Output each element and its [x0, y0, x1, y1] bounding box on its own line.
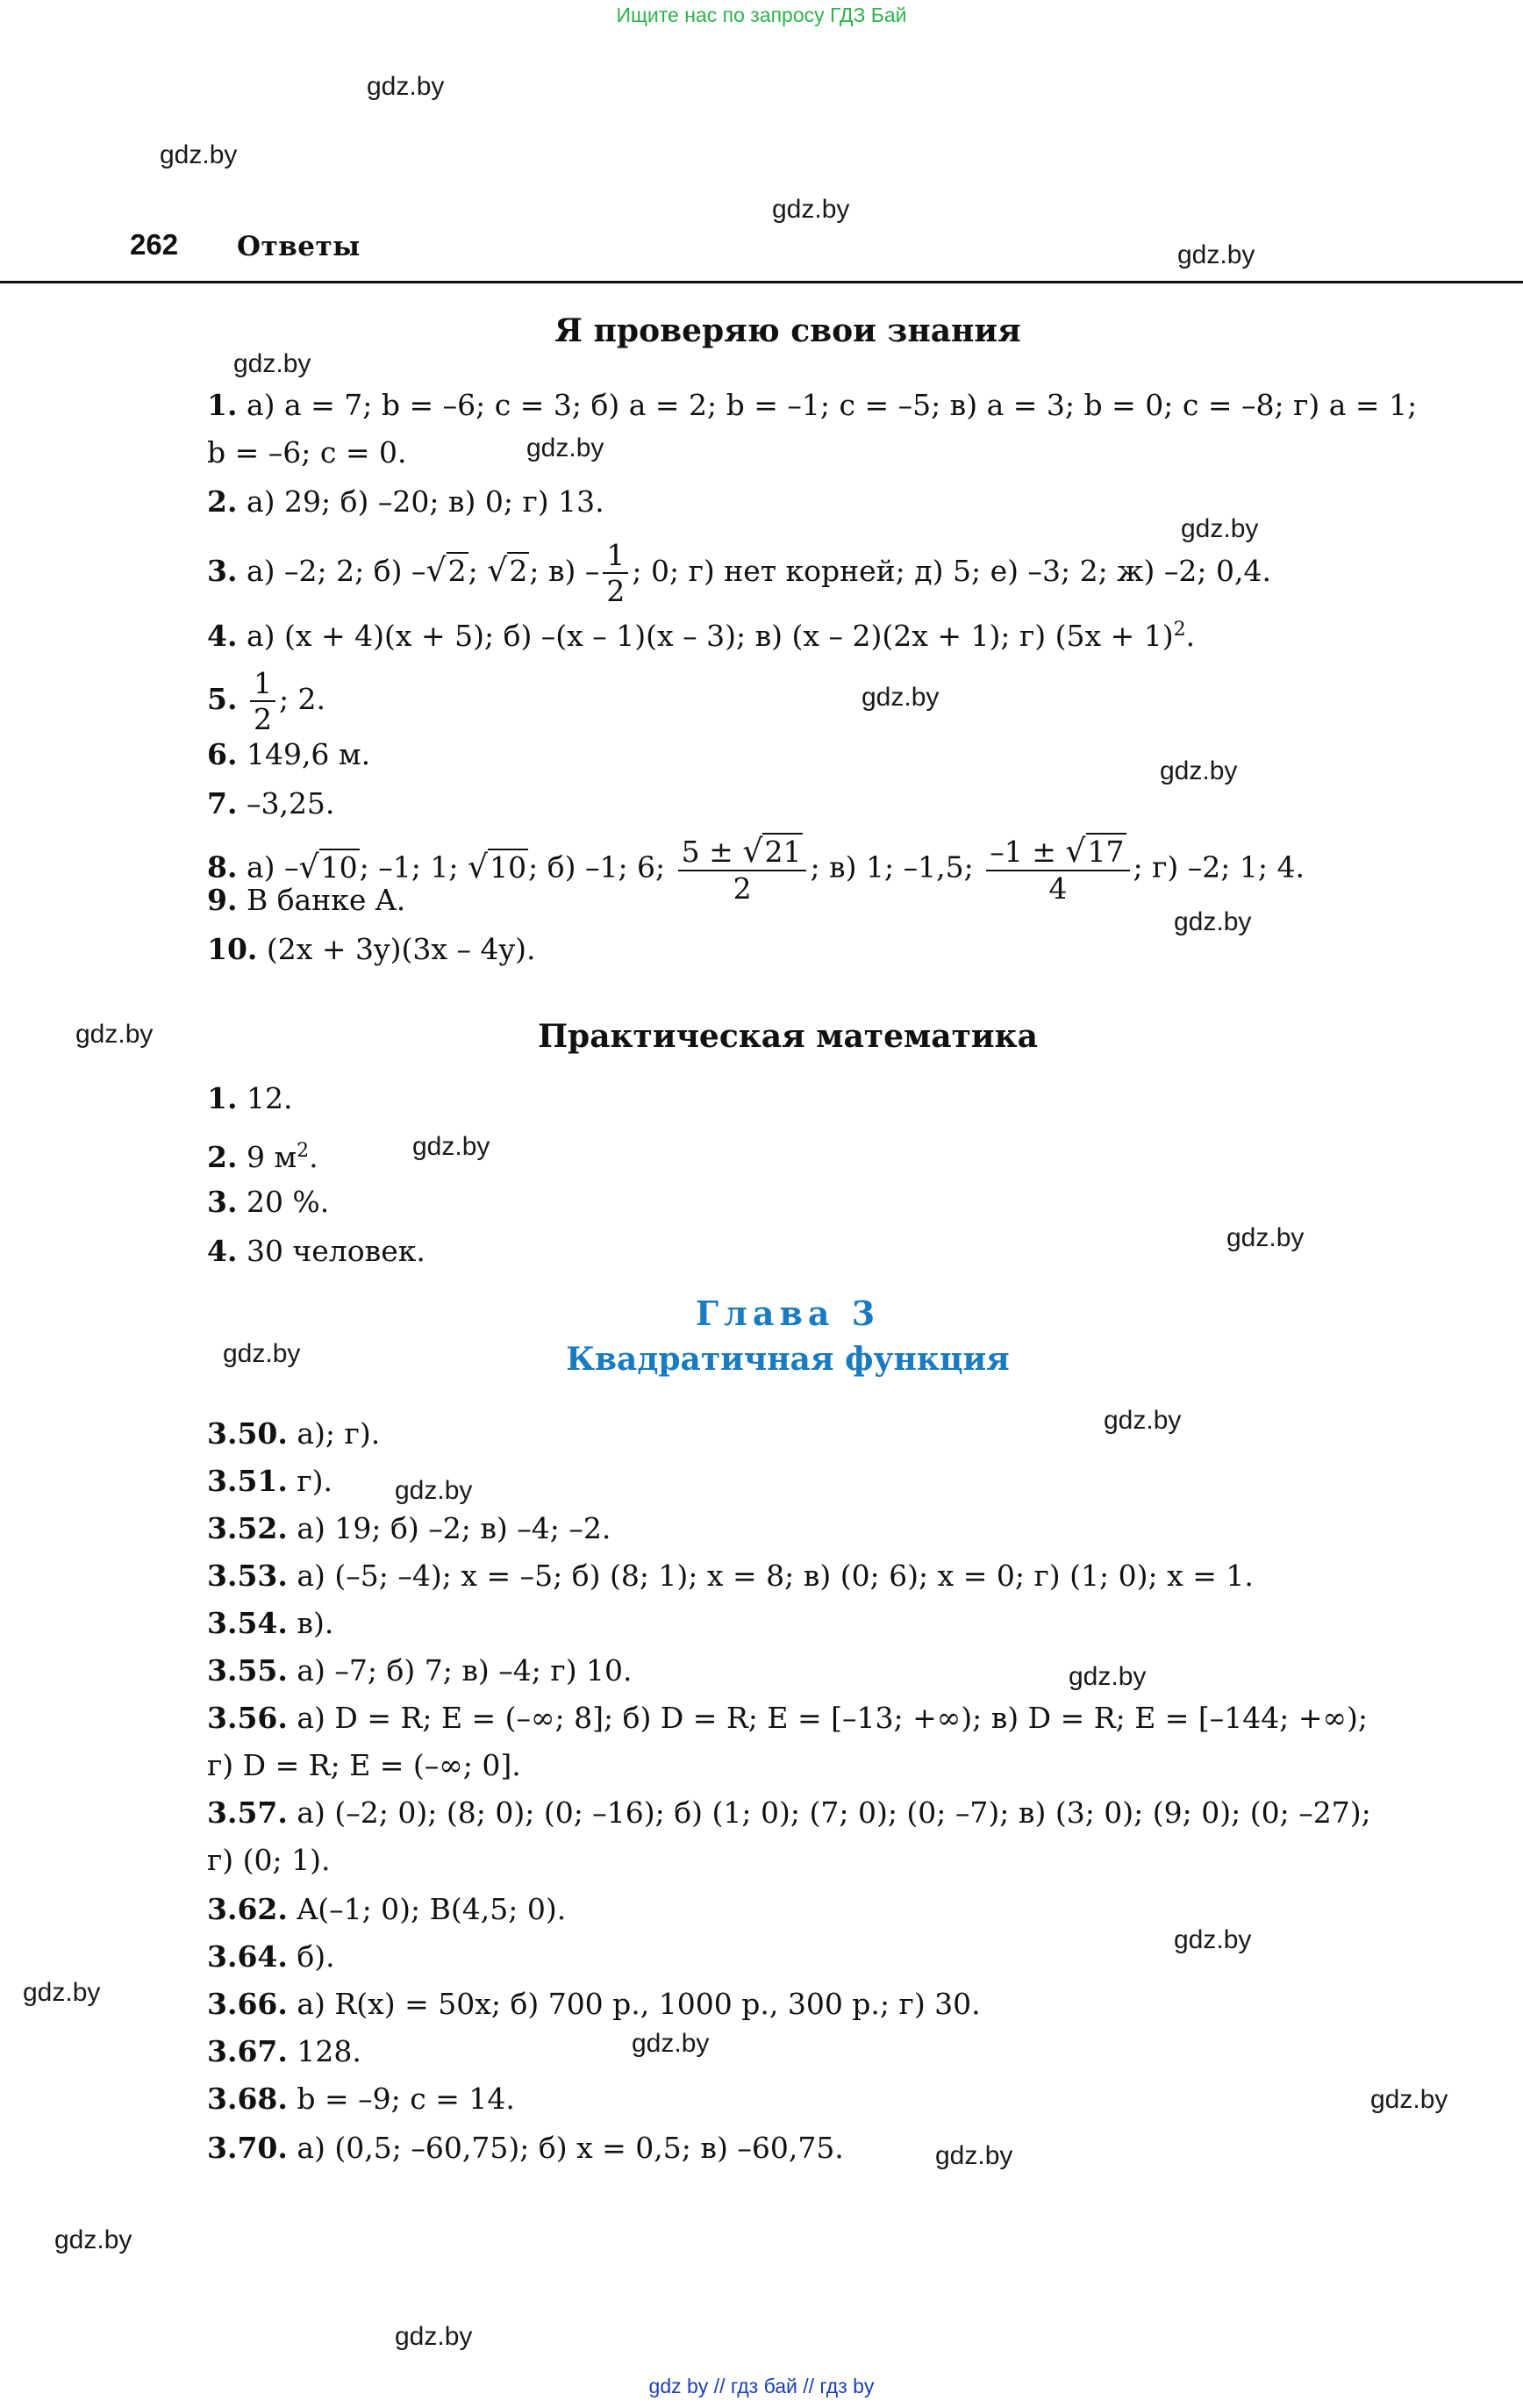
answer-number: 3.64. [207, 1939, 288, 1974]
numerator: 1 [603, 541, 628, 574]
answer-number: 8. [207, 849, 238, 885]
running-head: Ответы [237, 231, 361, 262]
answer-text: 12. [246, 1081, 293, 1115]
fraction [250, 666, 275, 736]
numerator: –1 ± [990, 835, 1056, 869]
bottom-links[interactable]: gdz by // гдз бай // гдз by [648, 2375, 875, 2397]
answer-text: б). [297, 1939, 335, 1974]
chapter-answer-row [207, 1987, 981, 2022]
exponent: 2 [297, 1140, 310, 1162]
numerator: 5 ± [681, 835, 733, 869]
watermark: gdz.by [1370, 2085, 1448, 2114]
answer-text: ; 2. [278, 682, 326, 716]
answer-text: г) (0; 1). [207, 1843, 331, 1877]
answer-text: –3,25. [246, 786, 335, 821]
practical-answer-4 [207, 1234, 425, 1269]
answer-7 [207, 786, 334, 821]
chapter-answer-row [207, 1559, 1254, 1594]
practical-answer-1 [207, 1081, 292, 1116]
radicand: 10 [320, 849, 358, 885]
answer-2 [207, 484, 604, 520]
page-number: 262 [130, 228, 179, 261]
chapter-answer-row [207, 2082, 515, 2117]
chapter-label: Глава 3 [695, 1294, 881, 1333]
section-title-practical-math: Практическая математика [538, 1018, 1038, 1055]
answer-10 [207, 932, 536, 967]
answer-text: 20 %. [246, 1185, 330, 1219]
answer-text: а) –2; 2; б) – [246, 554, 426, 588]
answer-9 [207, 883, 405, 918]
answer-text: (2x + 3y)(3x – 4y). [266, 932, 536, 966]
section-title-self-check: Я проверяю свои знания [554, 312, 1021, 349]
sqrt-expression: √2 [425, 551, 467, 589]
watermark: gdz.by [395, 1476, 473, 1505]
answer-text: ; б) –1; 6; [528, 849, 666, 885]
answer-1 [207, 388, 1417, 423]
answer-number: 4. [207, 619, 238, 653]
answer-text: а) – [246, 849, 299, 885]
sqrt-expression: √17 [1065, 832, 1125, 870]
answer-number: 5. [207, 682, 238, 716]
watermark: gdz.by [526, 434, 604, 462]
answer-number: 3.70. [207, 2131, 288, 2165]
chapter-answer-row [207, 1892, 566, 1927]
denominator: 2 [253, 702, 272, 736]
answer-text: а) 19; б) –2; в) –4; –2. [297, 1511, 611, 1545]
answer-1-cont [207, 435, 406, 470]
answer-text: а) 29; б) –20; в) 0; г) 13. [246, 484, 604, 519]
answer-number: 9. [207, 883, 238, 917]
sqrt-expression: √10 [298, 847, 358, 885]
answer-number: 3.50. [207, 1416, 288, 1451]
answer-number: 3.52. [207, 1511, 288, 1545]
chapter-answer-row [207, 1748, 521, 1783]
chapter-answer-row [207, 1653, 633, 1688]
answer-number: 3.51. [207, 1464, 288, 1498]
watermark: gdz.by [75, 1020, 154, 1049]
answer-number: 7. [207, 786, 238, 821]
chapter-answer-row [207, 1701, 1368, 1736]
answer-4 [207, 613, 1195, 654]
answer-text: в). [297, 1606, 334, 1640]
answer-text: а); г). [297, 1416, 381, 1451]
exponent: 2 [1173, 619, 1186, 641]
answer-text: а) (–5; –4); x = –5; б) (8; 1); x = 8; в) (0; 6); x = 0; г) (1; 0); x = 1. [297, 1559, 1254, 1593]
sqrt-expression: √2 [487, 551, 528, 589]
answer-number: 3.68. [207, 2082, 288, 2116]
answer-number: 2. [207, 1140, 238, 1174]
radicand: 2 [447, 554, 467, 588]
chapter-answer-row [207, 2131, 844, 2166]
watermark: gdz.by [23, 1978, 101, 2007]
watermark: gdz.by [233, 349, 311, 378]
answer-number: 3.55. [207, 1653, 288, 1688]
practical-answer-3 [207, 1185, 329, 1220]
watermark: gdz.by [1174, 907, 1252, 936]
watermark: gdz.by [223, 1339, 301, 1368]
watermark: gdz.by [54, 2225, 132, 2254]
answer-3 [207, 538, 1271, 608]
answer-text: г). [297, 1464, 333, 1498]
answer-number: 3.56. [207, 1701, 288, 1735]
answer-number: 3.62. [207, 1892, 288, 1926]
practical-answer-2 [207, 1134, 318, 1175]
answer-number: 6. [207, 737, 238, 771]
answer-text: ; –1; 1; [359, 849, 459, 885]
answer-5 [207, 666, 326, 736]
answer-number: 3. [207, 1185, 238, 1219]
answer-text: ; 0; г) нет корней; д) 5; е) –3; 2; ж) –2; 0,4. [632, 554, 1271, 588]
answer-text: а) D = R; E = (–∞; 8]; б) D = R; E = [–13; +∞); в) D = R; E = [–144; +∞); [297, 1701, 1369, 1735]
answer-number: 4. [207, 1234, 238, 1268]
header-rule [0, 281, 1523, 283]
watermark: gdz.by [1226, 1223, 1305, 1252]
answer-text: . [309, 1140, 318, 1174]
answer-text: ; в) – [529, 554, 600, 588]
answer-text: ; г) –2; 1; 4. [1133, 849, 1305, 885]
watermark: gdz.by [1174, 1925, 1252, 1954]
chapter-answer-row [207, 1606, 333, 1641]
sqrt-expression: √21 [742, 832, 802, 870]
watermark: gdz.by [1069, 1662, 1147, 1691]
watermark: gdz.by [1177, 240, 1255, 269]
denominator: 2 [733, 871, 752, 907]
answer-text: а) a = 7; b = –6; c = 3; б) a = 2; b = –1; c = –5; в) a = 3; b = 0; c = –8; г) a = 1; [246, 388, 1418, 422]
watermark: gdz.by [1160, 756, 1238, 785]
watermark: gdz.by [862, 683, 940, 712]
watermark: gdz.by [395, 2322, 473, 2351]
top-banner[interactable]: Ищите нас по запросу ГДЗ Бай [616, 4, 907, 26]
chapter-answer-row [207, 2034, 361, 2069]
fraction [678, 832, 807, 907]
fraction [986, 832, 1129, 907]
watermark: gdz.by [1104, 1406, 1182, 1435]
answer-number: 3. [207, 554, 238, 588]
watermark: gdz.by [160, 140, 238, 169]
chapter-answer-row [207, 1511, 611, 1546]
answer-text: ; в) 1; –1,5; [810, 849, 974, 885]
answer-number: 1. [207, 388, 238, 422]
sqrt-expression: √10 [467, 847, 527, 885]
answer-text: а) R(x) = 50x; б) 700 р., 1000 р., 300 р.; г) 30. [297, 1987, 981, 2021]
answer-number: 3.67. [207, 2034, 288, 2068]
answer-text: 9 м [246, 1140, 297, 1174]
watermark: gdz.by [412, 1132, 490, 1161]
answer-text: 128. [297, 2034, 361, 2068]
chapter-answer-row [207, 1795, 1371, 1831]
radicand: 2 [509, 554, 528, 588]
fraction [603, 538, 628, 608]
watermark: gdz.by [632, 2029, 710, 2058]
chapter-answer-row [207, 1843, 331, 1878]
answer-text: а) –7; б) 7; в) –4; г) 10. [297, 1653, 633, 1688]
answer-text: В банке A. [246, 883, 406, 917]
answer-text: а) (–2; 0); (8; 0); (0; –16); б) (1; 0); (7; 0); (0; –7); в) (3; 0); (9; 0); (0; –27); [297, 1795, 1371, 1830]
numerator: 1 [250, 669, 275, 702]
chapter-answer-row [207, 1939, 335, 1974]
answer-number: 2. [207, 484, 238, 519]
answer-text: b = –9; c = 14. [297, 2082, 515, 2116]
answer-text: а) (x + 4)(x + 5); б) –(x – 1)(x – 3); в) (x – 2)(2x + 1); г) (5x + 1) [246, 619, 1174, 653]
answer-text: а) (0,5; –60,75); б) x = 0,5; в) –60,75. [297, 2131, 844, 2165]
radicand: 21 [764, 835, 802, 869]
answer-text: 30 человек. [246, 1234, 425, 1268]
watermark: gdz.by [772, 195, 850, 224]
answer-text: 149,6 м. [246, 737, 371, 771]
radicand: 10 [490, 849, 527, 885]
answer-number: 3.57. [207, 1795, 288, 1830]
answer-text: b = –6; c = 0. [207, 435, 407, 469]
answer-number: 3.66. [207, 1987, 288, 2021]
chapter-title: Квадратичная функция [566, 1341, 1010, 1378]
answer-number: 10. [207, 932, 258, 966]
answer-6 [207, 737, 370, 772]
radicand: 17 [1087, 835, 1125, 869]
watermark: gdz.by [367, 72, 445, 101]
answer-text: A(–1; 0); B(4,5; 0). [297, 1892, 567, 1926]
answer-text: ; [468, 554, 478, 588]
denominator: 4 [1048, 871, 1068, 907]
answer-number: 3.53. [207, 1559, 288, 1593]
denominator: 2 [606, 574, 626, 608]
watermark: gdz.by [935, 2141, 1013, 2170]
chapter-answer-row [207, 1416, 380, 1451]
answer-number: 1. [207, 1081, 238, 1115]
answer-text: . [1185, 619, 1196, 653]
answer-number: 3.54. [207, 1606, 288, 1640]
chapter-answer-row [207, 1464, 332, 1499]
watermark: gdz.by [1181, 514, 1259, 543]
answer-text: г) D = R; E = (–∞; 0]. [207, 1748, 521, 1782]
